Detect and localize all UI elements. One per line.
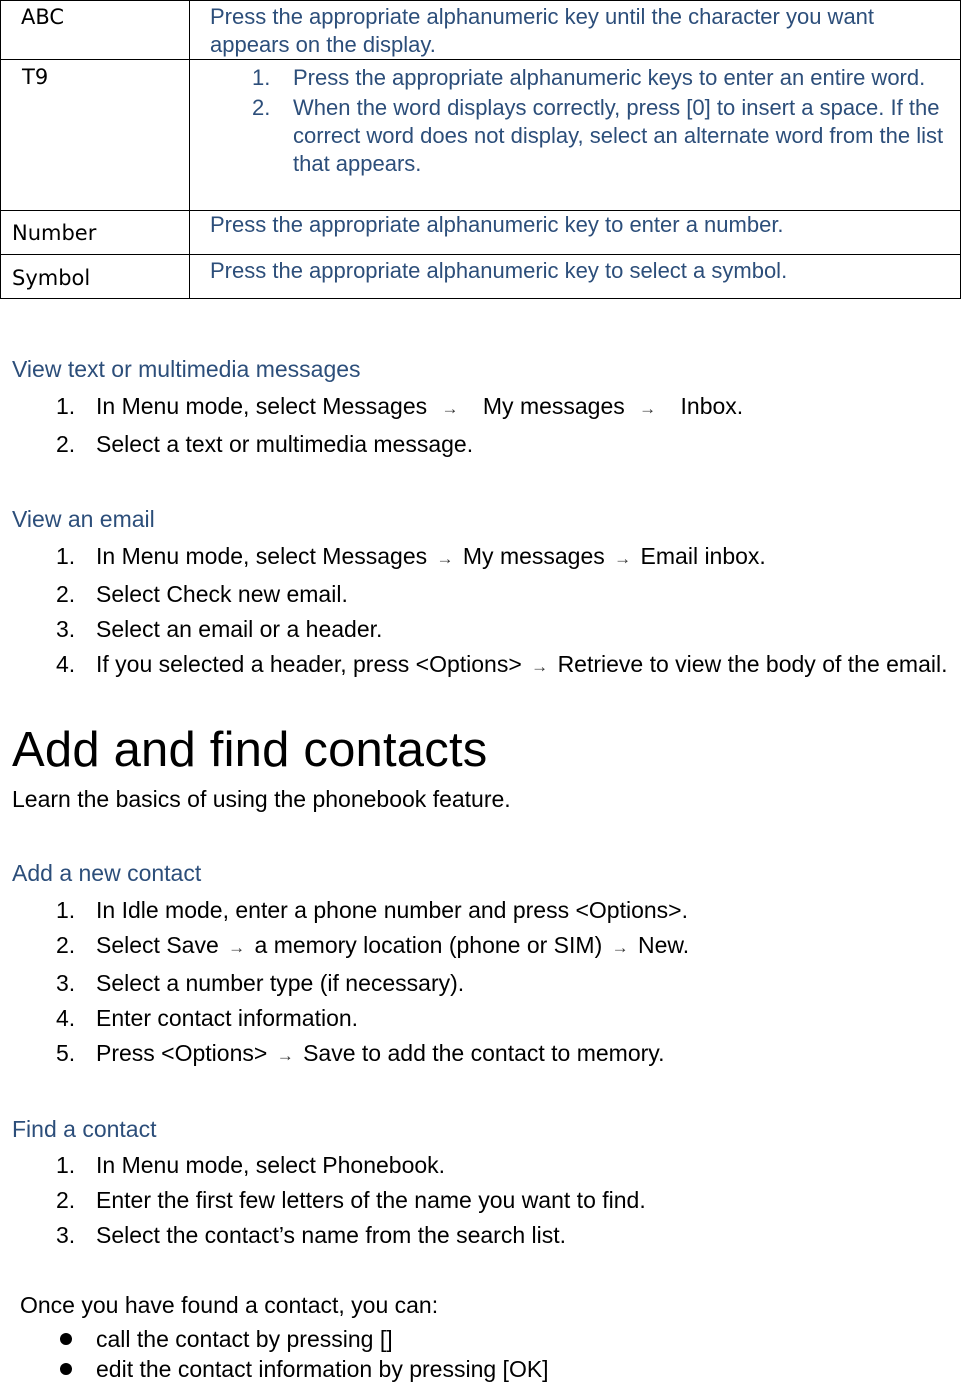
step-text: Enter contact information. xyxy=(96,1005,359,1031)
view-messages-steps xyxy=(0,392,962,458)
table-row xyxy=(1,255,961,299)
bullet-text: call the contact by pressing [] xyxy=(96,1326,393,1352)
step-text: Select a number type (if necessary). xyxy=(96,970,465,996)
list-item xyxy=(0,969,962,997)
found-actions-list xyxy=(0,1324,962,1384)
step-number: 3. xyxy=(56,1222,76,1248)
step-text: Select an email or a header. xyxy=(96,616,383,642)
step-number: 2. xyxy=(56,932,76,958)
table-row xyxy=(1,60,961,211)
step-number: 1. xyxy=(56,1152,76,1178)
intro-text: Learn the basics of using the phonebook feature. xyxy=(12,786,511,812)
list-item xyxy=(252,94,960,178)
step-number: 2. xyxy=(56,1187,76,1213)
list-item xyxy=(0,542,962,573)
step-text: Retrieve to view the body of the email. xyxy=(557,651,948,677)
list-item xyxy=(0,896,962,924)
step-number: 2. xyxy=(56,431,76,457)
list-item xyxy=(0,1354,962,1384)
mode-name: ABC xyxy=(21,5,65,29)
step-number: 3. xyxy=(56,616,76,642)
arrow-icon: → xyxy=(228,938,246,957)
page-title: Add and find contacts xyxy=(12,723,488,777)
step-text: Email inbox. xyxy=(640,543,766,569)
table-row xyxy=(1,211,961,255)
step-number: 1. xyxy=(56,393,76,419)
step-text: In Idle mode, enter a phone number and press <Options>. xyxy=(96,897,688,923)
mode-name: Number xyxy=(12,221,97,245)
step-number: 4. xyxy=(56,1005,76,1031)
bullet-icon xyxy=(60,1333,72,1345)
list-item xyxy=(0,1221,962,1249)
step-text: In Menu mode, select Messages xyxy=(96,543,428,569)
view-email-steps xyxy=(0,542,962,681)
list-item xyxy=(0,1186,962,1214)
mode-name: T9 xyxy=(22,65,49,89)
step-text: a memory location (phone or SIM) xyxy=(254,932,603,958)
arrow-icon: → xyxy=(611,938,629,957)
section-heading-add-contact: Add a new contact xyxy=(12,860,202,886)
list-item xyxy=(0,1004,962,1032)
step-number: 2. xyxy=(252,95,271,120)
find-contact-steps xyxy=(0,1151,962,1249)
list-item xyxy=(252,64,960,92)
list-item xyxy=(0,1039,962,1070)
step-text: If you selected a header, press <Options> xyxy=(96,651,522,677)
step-text: Select Save xyxy=(96,932,219,958)
step-number: 1. xyxy=(252,65,271,90)
mode-description: Press the appropriate alphanumeric key to select a symbol. xyxy=(210,258,788,283)
arrow-icon: → xyxy=(531,657,549,676)
add-contact-steps xyxy=(0,896,962,1070)
step-number: 3. xyxy=(56,970,76,996)
step-text: In Menu mode, select Messages xyxy=(96,393,428,419)
step-text: Press <Options> xyxy=(96,1040,268,1066)
step-text: Save to add the contact to memory. xyxy=(303,1040,665,1066)
list-item xyxy=(0,1151,962,1179)
step-number: 5. xyxy=(56,1040,76,1066)
arrow-icon: → xyxy=(639,399,657,418)
step-text: My messages xyxy=(482,393,625,419)
section-heading-view-email: View an email xyxy=(12,506,155,532)
step-text: Select Check new email. xyxy=(96,581,348,607)
mode-name: Symbol xyxy=(12,266,91,290)
step-text: Select the contact’s name from the search list. xyxy=(96,1222,567,1248)
step-number: 4. xyxy=(56,651,76,677)
found-intro-text: Once you have found a contact, you can: xyxy=(20,1292,439,1318)
step-text: My messages xyxy=(462,543,605,569)
list-item xyxy=(0,1324,962,1354)
step-number: 1. xyxy=(56,897,76,923)
step-text: New. xyxy=(638,932,690,958)
list-item xyxy=(0,615,962,643)
step-text: Inbox. xyxy=(680,393,744,419)
step-text: When the word displays correctly, press [0] to insert a space. If the correct word does not display, select an alternate word from the list that appears. xyxy=(293,95,944,176)
t9-steps xyxy=(190,60,960,178)
step-number: 1. xyxy=(56,543,76,569)
mode-description: Press the appropriate alphanumeric key until the character you want appears on the display. xyxy=(210,4,875,57)
list-item xyxy=(0,931,962,962)
section-heading-view-messages: View text or multimedia messages xyxy=(12,356,361,382)
list-item xyxy=(0,650,962,681)
step-text: Enter the first few letters of the name you want to find. xyxy=(96,1187,646,1213)
bullet-icon xyxy=(60,1363,72,1375)
arrow-icon: → xyxy=(436,549,454,568)
arrow-icon: → xyxy=(441,399,459,418)
step-number: 2. xyxy=(56,581,76,607)
arrow-icon: → xyxy=(276,1046,294,1065)
mode-description: Press the appropriate alphanumeric key to enter a number. xyxy=(210,212,784,237)
input-mode-table xyxy=(0,0,961,299)
step-text: Press the appropriate alphanumeric keys to enter an entire word. xyxy=(293,65,926,90)
list-item xyxy=(0,430,962,458)
list-item xyxy=(0,392,962,423)
bullet-text: edit the contact information by pressing [OK] xyxy=(96,1356,549,1382)
arrow-icon: → xyxy=(614,549,632,568)
list-item xyxy=(0,580,962,608)
section-heading-find-contact: Find a contact xyxy=(12,1116,157,1142)
step-text: In Menu mode, select Phonebook. xyxy=(96,1152,446,1178)
step-text: Select a text or multimedia message. xyxy=(96,431,474,457)
table-row xyxy=(1,1,961,60)
